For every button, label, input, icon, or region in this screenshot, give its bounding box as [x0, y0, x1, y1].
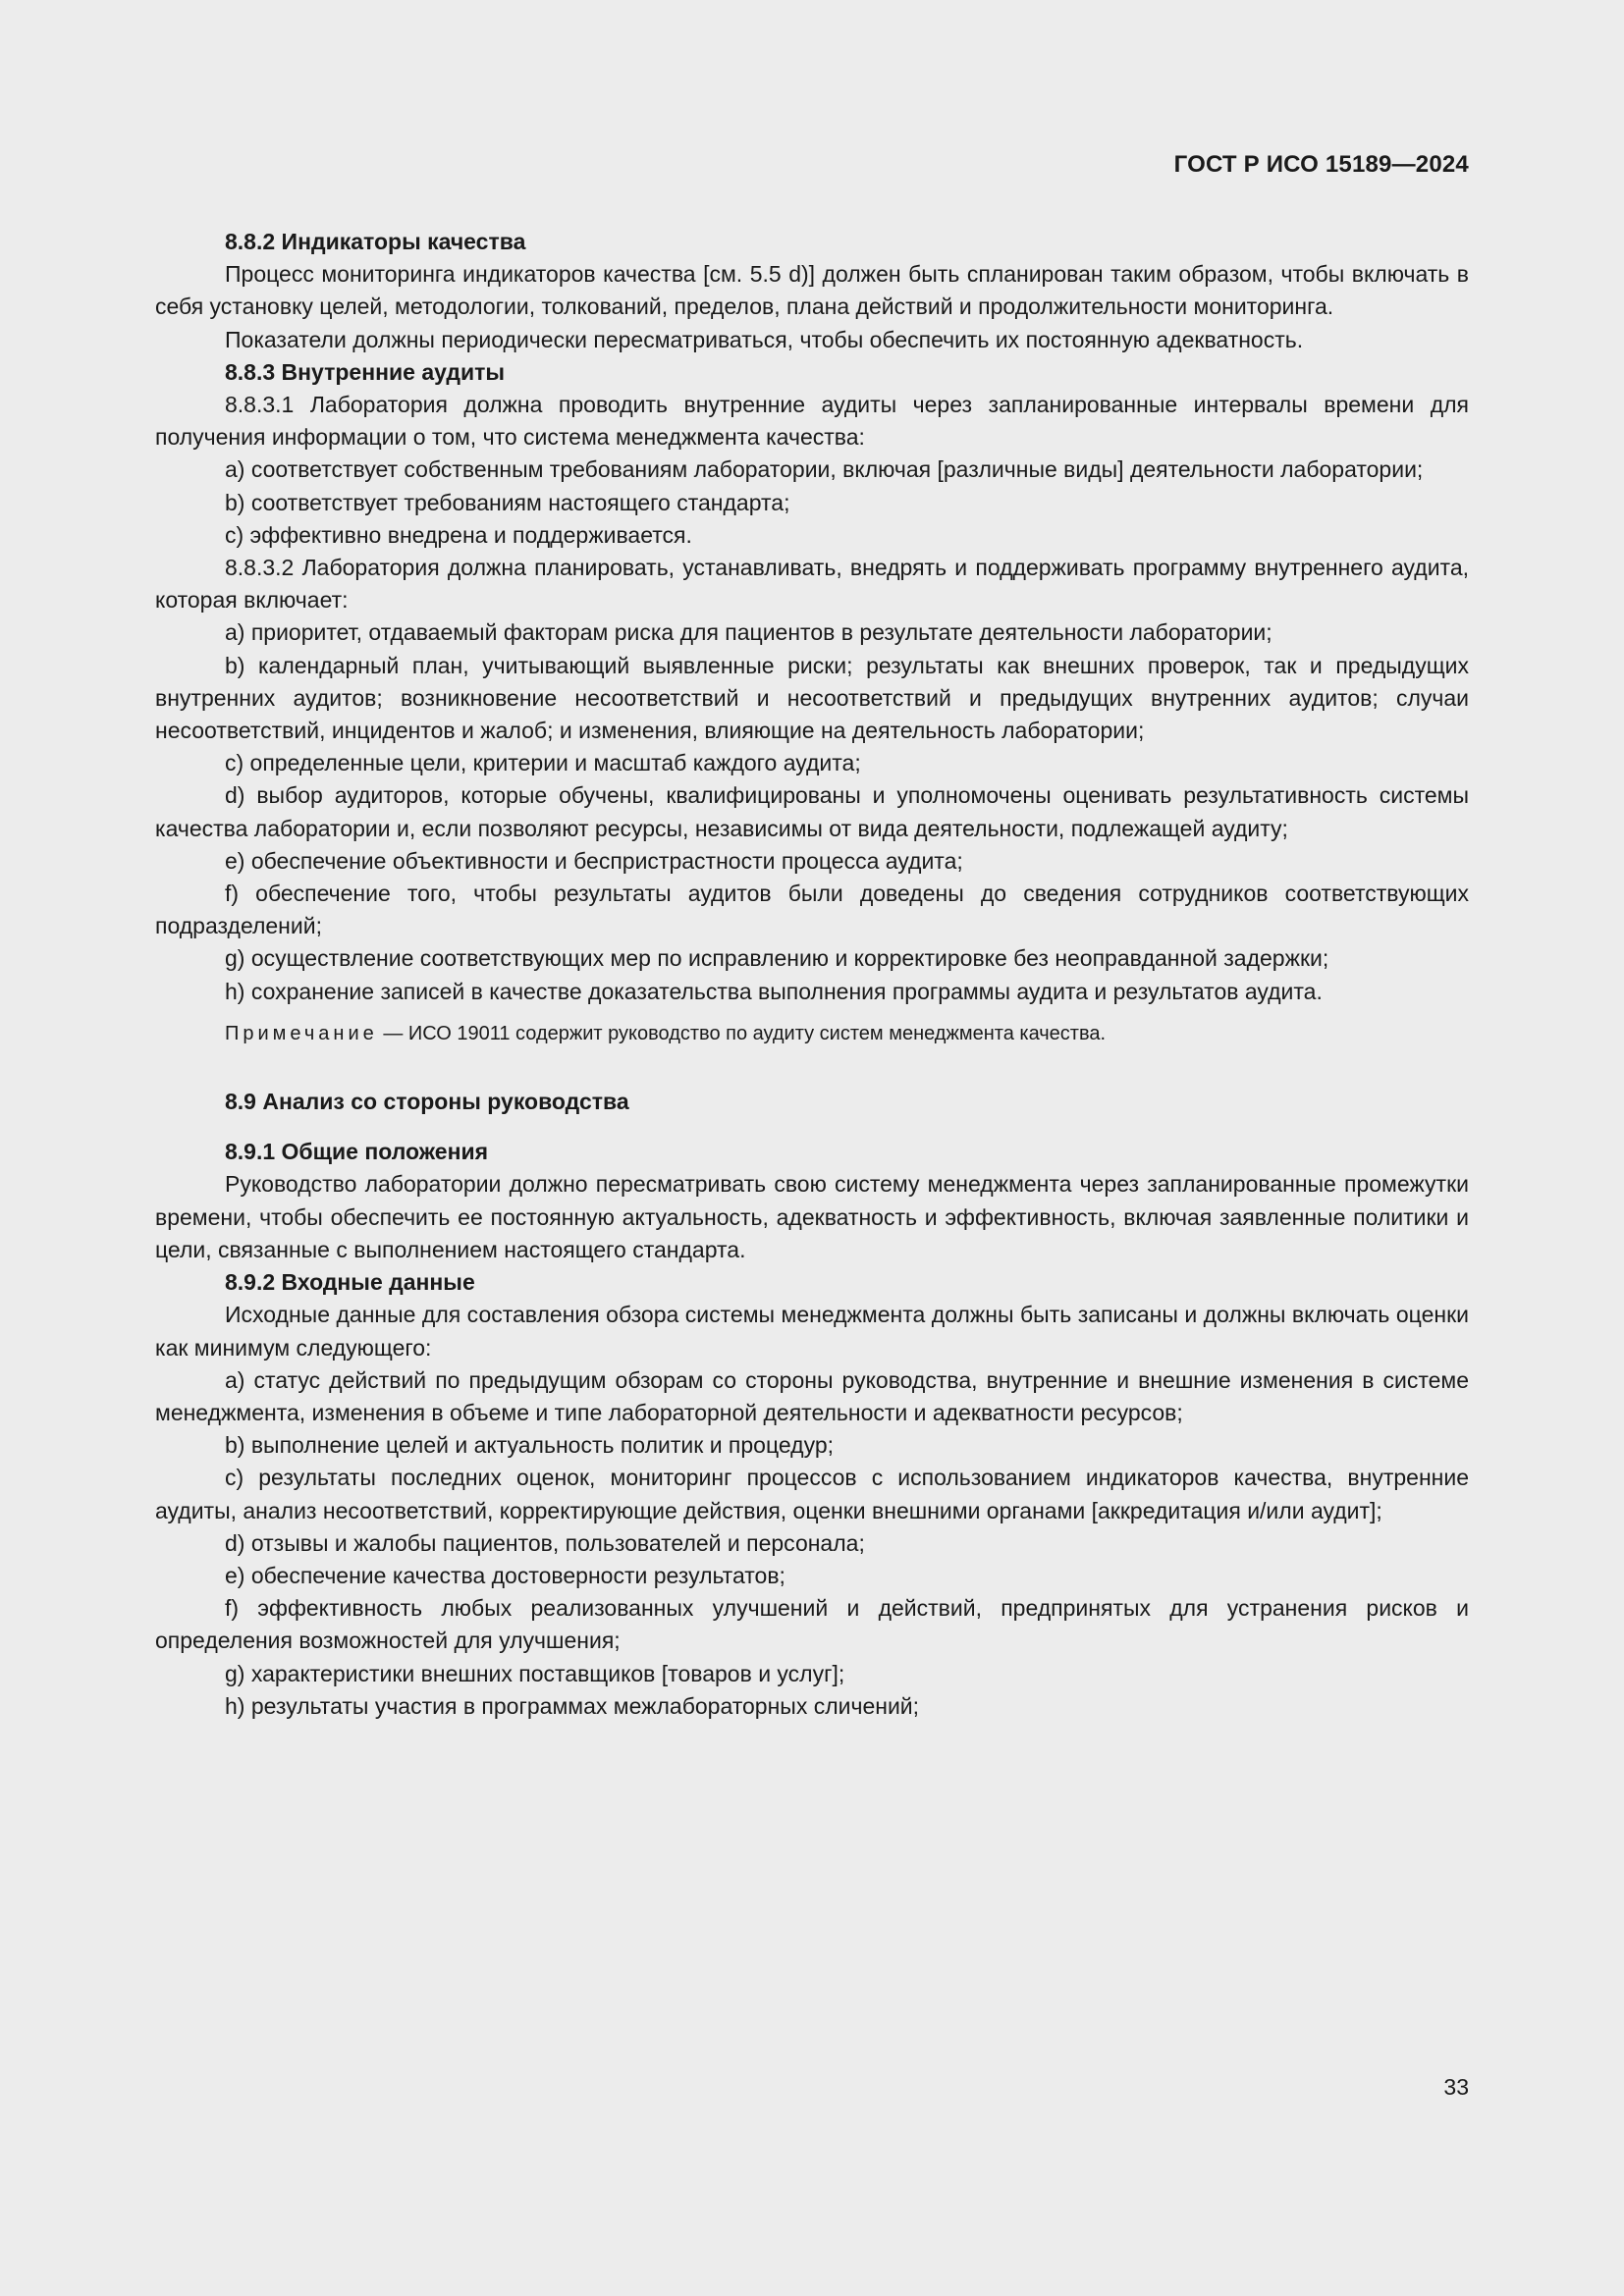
list-item: g) осуществление соответствующих мер по исправлению и корректировке без неоправданной задержки;	[225, 945, 1329, 972]
list-item: b) выполнение целей и актуальность политик и процедур;	[225, 1432, 835, 1459]
list-item: c) определенные цели, критерии и масштаб каждого аудита;	[225, 750, 861, 776]
list-item: e) обеспечение объективности и беспристрастности процесса аудита;	[225, 847, 963, 874]
spacer	[155, 1072, 1469, 1086]
document-body	[155, 226, 1469, 1723]
note-label: Примечание	[225, 1022, 378, 1044]
paragraph: Исходные данные для составления обзора системы менеджмента должны быть записаны и должны включать оценки как минимум следующего:	[155, 1302, 1469, 1361]
paragraph: Руководство лаборатории должно пересматривать свою систему менеджмента через запланированные промежутки времени, чтобы обеспечить ее постоянную актуальность, адекватность и эффективность, включая заявленные политики и цели, связанные с выполнением настоящего стандарта.	[155, 1171, 1469, 1262]
paragraph: Процесс мониторинга индикаторов качества [см. 5.5 d)] должен быть спланирован таким образом, чтобы включать в себя установку целей, методологии, толкований, пределов, плана действий и продолжительности мониторинга.	[155, 261, 1469, 320]
list-item: a) приоритет, отдаваемый факторам риска для пациентов в результате деятельности лаборатории;	[225, 619, 1272, 646]
paragraph: Показатели должны периодически пересматриваться, чтобы обеспечить их постоянную адекватность.	[225, 326, 1304, 352]
list-item: a) статус действий по предыдущим обзорам со стороны руководства, внутренние и внешние изменения в системе менеджмента, изменения в объеме и типе лабораторной деятельности и адекватности ресурсов;	[155, 1366, 1469, 1425]
list-item: d) отзывы и жалобы пациентов, пользователей и персонала;	[225, 1529, 865, 1556]
note	[155, 1018, 1469, 1050]
section-heading-8-8-3: 8.8.3 Внутренние аудиты	[225, 358, 505, 385]
list-item: c) эффективно внедрена и поддерживается.	[225, 521, 692, 548]
note-text: — ИСО 19011 содержит руководство по аудиту систем менеджмента качества.	[377, 1022, 1107, 1044]
document-header-id: ГОСТ Р ИСО 15189—2024	[1173, 151, 1469, 178]
spacer	[155, 1118, 1469, 1136]
paragraph: 8.8.3.2 Лаборатория должна планировать, устанавливать, внедрять и поддерживать программу внутреннего аудита, которая включает:	[155, 555, 1469, 614]
list-item: h) результаты участия в программах межлабораторных сличений;	[225, 1692, 920, 1719]
page-number: 33	[1443, 2074, 1469, 2100]
list-item: f) обеспечение того, чтобы результаты аудитов были доведены до сведения сотрудников соответствующих подразделений;	[155, 881, 1469, 939]
list-item: d) выбор аудиторов, которые обучены, квалифицированы и уполномочены оценивать результативность системы качества лаборатории и, если позволяют ресурсы, независимы от вида деятельности, подлежащей аудиту;	[155, 782, 1469, 841]
section-heading-8-9-1: 8.9.1 Общие положения	[225, 1139, 489, 1165]
paragraph: 8.8.3.1 Лаборатория должна проводить внутренние аудиты через запланированные интервалы времени для получения информации о том, что система менеджмента качества:	[155, 392, 1469, 451]
list-item: f) эффективность любых реализованных улучшений и действий, предпринятых для устранения рисков и определения возможностей для улучшения;	[155, 1595, 1469, 1654]
list-item: b) соответствует требованиям настоящего стандарта;	[225, 489, 790, 515]
list-item: b) календарный план, учитывающий выявленные риски; результаты как внешних проверок, так и предыдущих внутренних аудитов; возникновение несоответствий и несоответствий и предыдущих внутренних аудитов; случаи несоответствий, инцидентов и жалоб; и изменения, влияющие на деятельность лаборатории;	[155, 652, 1469, 744]
list-item: a) соответствует собственным требованиям лаборатории, включая [различные виды] деятельности лаборатории;	[225, 456, 1424, 483]
list-item: h) сохранение записей в качестве доказательства выполнения программы аудита и результатов аудита.	[225, 978, 1323, 1004]
section-heading-8-9-2: 8.9.2 Входные данные	[225, 1269, 475, 1296]
list-item: g) характеристики внешних поставщиков [товаров и услуг];	[225, 1660, 845, 1686]
section-heading-8-8-2: 8.8.2 Индикаторы качества	[225, 229, 526, 254]
section-heading-8-9: 8.9 Анализ со стороны руководства	[225, 1089, 629, 1115]
list-item: c) результаты последних оценок, мониторинг процессов с использованием индикаторов качества, внутренние аудиты, анализ несоответствий, корректирующие действия, оценки внешними органами [аккредитация и/или аудит];	[155, 1465, 1469, 1523]
list-item: e) обеспечение качества достоверности результатов;	[225, 1562, 785, 1588]
